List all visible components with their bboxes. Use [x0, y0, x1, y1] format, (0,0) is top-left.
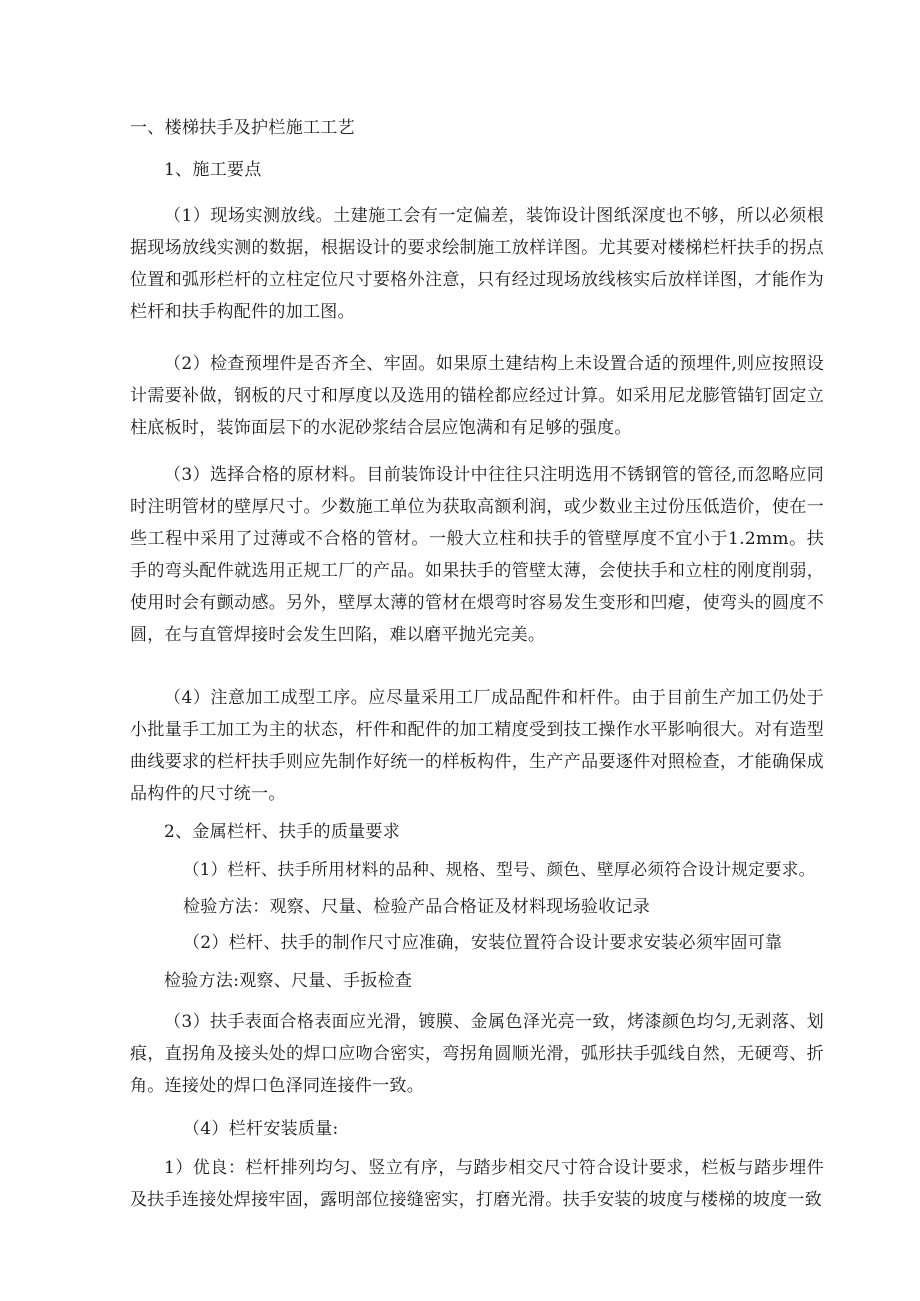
- paragraph-select-materials: （3）选择合格的原材料。目前装饰设计中往往只注明选用不锈钢管的管径,而忽略应同时注明管材的壁厚尺寸。少数施工单位为获取高额利润，或少数业主过份压低造价，使在一些工程中采用了过薄或不合格的管材。一般大立柱和扶手的管壁厚度不宜小于1.2mm。扶手的弯头配件就选用正规工厂的产品。如果扶手的管壁太薄，会使扶手和立柱的刚度削弱，使用时会有颤动感。另外，壁厚太薄的管材在煨弯时容易发生变形和凹瘪，使弯头的圆度不圆，在与直管焊接时会发生凹陷，难以磨平抛光完美。: [130, 465, 824, 645]
- inspection-method-materials: 检验方法：观察、尺量、检验产品合格证及材料现场验收记录: [183, 897, 651, 917]
- quality-item-dimensions: （2）栏杆、扶手的制作尺寸应准确，安装位置符合设计要求安装必须牢固可靠: [183, 933, 783, 953]
- paragraph-survey-layout: （1）现场实测放线。土建施工会有一定偏差，装饰设计图纸深度也不够，所以必须根据现场放线实测的数据，根据设计的要求绘制施工放样详图。尤其要对楼梯栏杆扶手的拐点位置和弧形栏杆的立柱定位尺寸要格外注意，只有经过现场放线核实后放样详图，才能作为栏杆和扶手构配件的加工图。: [130, 206, 824, 322]
- quality-item-installation-excellent: 1）优良：栏杆排列均匀、竖立有序，与踏步相交尺寸符合设计要求，栏板与踏步埋件及扶手连接处焊接牢固，露明部位接缝密实，打磨光滑。扶手安装的坡度与楼梯的坡度一致: [130, 1158, 824, 1210]
- paragraph-check-embedded-parts: （2）检查预埋件是否齐全、牢固。如果原土建结构上未设置合适的预埋件,则应按照设计需要补做，钢板的尺寸和厚度以及选用的锚栓都应经过计算。如采用尼龙膨管锚钉固定立柱底板时，装饰面层下的水泥砂浆结合层应饱满和有足够的强度。: [130, 354, 824, 438]
- subsection-heading-quality-requirements: 2、金属栏杆、扶手的质量要求: [164, 822, 401, 842]
- inspection-method-dimensions: 检验方法:观察、尺量、手扳检查: [164, 971, 413, 991]
- quality-item-materials: （1）栏杆、扶手所用材料的品种、规格、型号、颜色、壁厚必须符合设计规定要求。: [183, 860, 816, 879]
- paragraph-processing-forming: （4）注意加工成型工序。应尽量采用工厂成品配件和杆件。由于目前生产加工仍处于小批量手工加工为主的状态，杆件和配件的加工精度受到技工操作水平影响很大。对有造型曲线要求的栏杆扶手则应先制作好统一的样板构件，生产产品要逐件对照检查，才能确保成品构件的尺寸统一。: [130, 688, 824, 804]
- subsection-heading-construction-points: 1、施工要点: [164, 160, 262, 180]
- quality-item-surface: （3）扶手表面合格表面应光滑，镀膜、金属色泽光亮一致，烤漆颜色均匀,无剥落、划痕，直拐角及接头处的焊口应吻合密实，弯拐角圆顺光滑，弧形扶手弧线自然，无硬弯、折角。连接处的焊口色泽同连接件一致。: [130, 1012, 824, 1096]
- section-heading: 一、楼梯扶手及护栏施工工艺: [130, 118, 355, 138]
- quality-item-installation: （4）栏杆安装质量:: [183, 1119, 339, 1139]
